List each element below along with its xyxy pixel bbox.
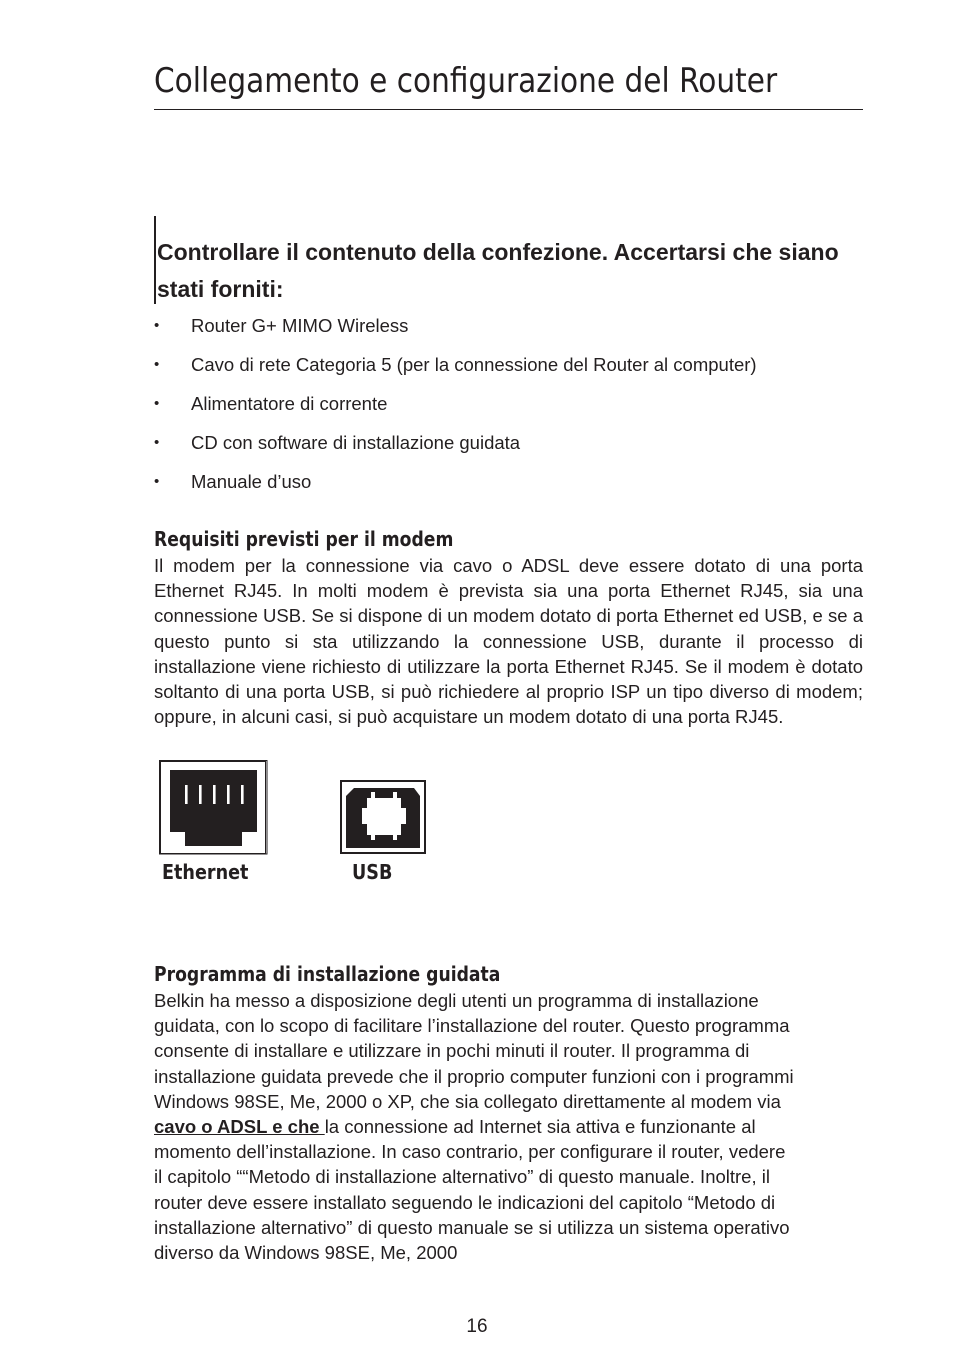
section-marker <box>154 216 156 304</box>
text-line: router deve essere installato seguendo le indicazioni del capitolo “Metodo di <box>154 1191 776 1213</box>
list-item <box>154 312 864 351</box>
text-fragment: la connessione ad Internet sia attiva e funzionante al <box>324 1116 756 1138</box>
text-line: installazione guidata prevede che il proprio computer funzioni con i programmi <box>154 1065 794 1087</box>
list-item-text: CD con software di installazione guidata <box>191 432 521 453</box>
usb-label: USB <box>352 860 393 884</box>
modem-requirements-heading: Requisiti previsti per il modem <box>154 527 454 551</box>
text-line: installazione alternativo” di questo manuale se si utilizza un sistema operativo <box>154 1216 790 1238</box>
page-number: 16 <box>466 1316 488 1337</box>
text-line: Windows 98SE, Me, 2000 o XP, che sia collegato direttamente al modem via <box>154 1090 781 1112</box>
list-item-text: Cavo di rete Categoria 5 (per la connessione del Router al computer) <box>191 354 757 375</box>
page-title: Collegamento e configurazione del Router <box>154 61 778 101</box>
bullet: • <box>154 317 160 334</box>
package-contents-list <box>154 312 864 507</box>
wizard-heading: Programma di installazione guidata <box>154 962 501 986</box>
list-item-text: Manuale d’uso <box>191 471 312 492</box>
text-line <box>154 1114 863 1139</box>
modem-requirements-text: Il modem per la connessione via cavo o ADSL deve essere dotato di una porta Ethernet RJ45. In molti modem è prevista sia una porta Ethernet RJ45, sia una connessione USB. Se si dispone di un modem dotato di porta Ethernet ed USB, e se a questo punto si sta utilizzando la connessione USB, durante il processo di installazione viene richiesto di utilizzare la porta Ethernet RJ45. Se il modem è dotato soltanto di una porta USB, si può richiedere al proprio ISP un tipo diverso di modem; oppure, in alcuni casi, si può acquistare un modem dotato di una porta RJ45. <box>154 555 863 728</box>
list-item <box>154 390 864 429</box>
ethernet-label: Ethernet <box>162 860 249 884</box>
usb-port-icon <box>340 780 426 854</box>
bullet: • <box>154 473 160 490</box>
text-line: il capitolo ““Metodo di installazione alternativo” di questo manuale. Inoltre, il <box>154 1166 770 1188</box>
text-line: guidata, con lo scopo di facilitare l’installazione del router. Questo programma <box>154 1015 790 1037</box>
title-divider <box>154 109 863 110</box>
cable-adsl-link[interactable]: cavo o ADSL e che <box>154 1116 325 1138</box>
bullet: • <box>154 395 160 412</box>
list-item-text: Alimentatore di corrente <box>191 393 388 414</box>
list-item <box>154 351 864 390</box>
wizard-text <box>154 988 863 1265</box>
list-item-text: Router G+ MIMO Wireless <box>191 315 409 336</box>
text-line: diverso da Windows 98SE, Me, 2000 <box>154 1242 458 1264</box>
list-item <box>154 468 864 507</box>
bullet: • <box>154 434 160 451</box>
text-line: momento dell’installazione. In caso contrario, per configurare il router, vedere <box>154 1141 786 1163</box>
text-line: Belkin ha messo a disposizione degli utenti un programma di installazione <box>154 990 759 1011</box>
ethernet-port-icon <box>159 760 268 855</box>
list-item <box>154 429 864 468</box>
text-line: consente di installare e utilizzare in pochi minuti il router. Il programma di <box>154 1040 750 1062</box>
package-contents-heading: Controllare il contenuto della confezione. Accertarsi che siano stati forniti: <box>157 239 839 302</box>
bullet: • <box>154 356 160 373</box>
